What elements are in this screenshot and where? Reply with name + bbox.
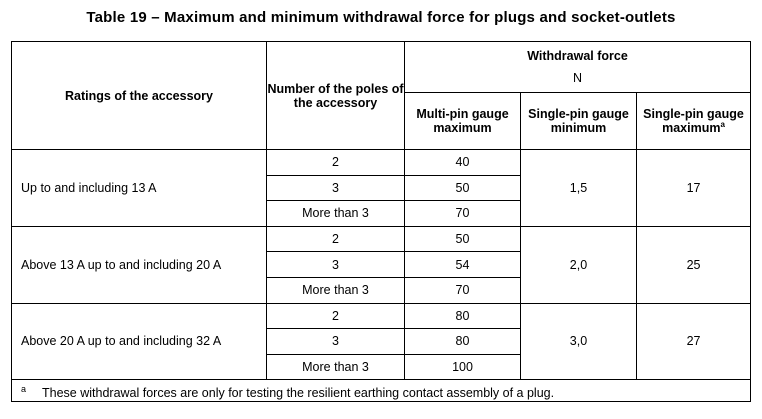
footnote-marker: a — [21, 383, 27, 394]
cell-poles: More than 3 — [267, 277, 405, 303]
cell-rating: Above 20 A up to and including 32 A — [12, 303, 267, 380]
cell-rating: Above 13 A up to and including 20 A — [12, 226, 267, 303]
cell-multi-pin: 50 — [405, 226, 521, 252]
cell-poles: 2 — [267, 303, 405, 329]
header-single-pin-max — [637, 93, 751, 150]
header-unit: N — [573, 71, 583, 85]
cell-single-pin-min: 2,0 — [521, 226, 637, 303]
cell-single-pin-min: 1,5 — [521, 150, 637, 227]
footnote-ref: a — [720, 119, 725, 129]
withdrawal-force-table — [11, 41, 751, 402]
cell-multi-pin: 80 — [405, 303, 521, 329]
table-row — [12, 150, 751, 176]
header-withdrawal-force — [405, 42, 751, 93]
cell-multi-pin: 54 — [405, 252, 521, 278]
cell-poles: 2 — [267, 226, 405, 252]
cell-single-pin-min: 3,0 — [521, 303, 637, 380]
cell-single-pin-max: 25 — [637, 226, 751, 303]
cell-multi-pin: 70 — [405, 277, 521, 303]
cell-rating: Up to and including 13 A — [12, 150, 267, 227]
header-ratings: Ratings of the accessory — [12, 42, 267, 150]
header-multi-pin: Multi-pin gauge maximum — [405, 93, 521, 150]
cell-poles: More than 3 — [267, 201, 405, 227]
header-poles: Number of the poles of the accessory — [267, 42, 405, 150]
cell-multi-pin: 40 — [405, 150, 521, 176]
cell-poles: 2 — [267, 150, 405, 176]
footnote — [12, 380, 751, 402]
cell-poles: 3 — [267, 252, 405, 278]
cell-single-pin-max: 17 — [637, 150, 751, 227]
cell-multi-pin: 80 — [405, 329, 521, 355]
table-row — [12, 226, 751, 252]
cell-multi-pin: 100 — [405, 354, 521, 380]
header-withdrawal-force-label: Withdrawal force — [527, 49, 628, 63]
cell-poles: More than 3 — [267, 354, 405, 380]
header-single-pin-min: Single-pin gauge minimum — [521, 93, 637, 150]
cell-multi-pin: 70 — [405, 201, 521, 227]
table-body — [12, 150, 751, 380]
table-title: Table 19 – Maximum and minimum withdrawal force for plugs and socket-outlets — [86, 9, 676, 26]
cell-single-pin-max: 27 — [637, 303, 751, 380]
cell-poles: 3 — [267, 329, 405, 355]
cell-multi-pin: 50 — [405, 175, 521, 201]
table-row — [12, 303, 751, 329]
footnote-text: These withdrawal forces are only for testing the resilient earthing contact assembly of a plug. — [42, 385, 555, 400]
header-single-pin-max-label: Single-pin gauge maximum — [643, 107, 744, 135]
cell-poles: 3 — [267, 175, 405, 201]
